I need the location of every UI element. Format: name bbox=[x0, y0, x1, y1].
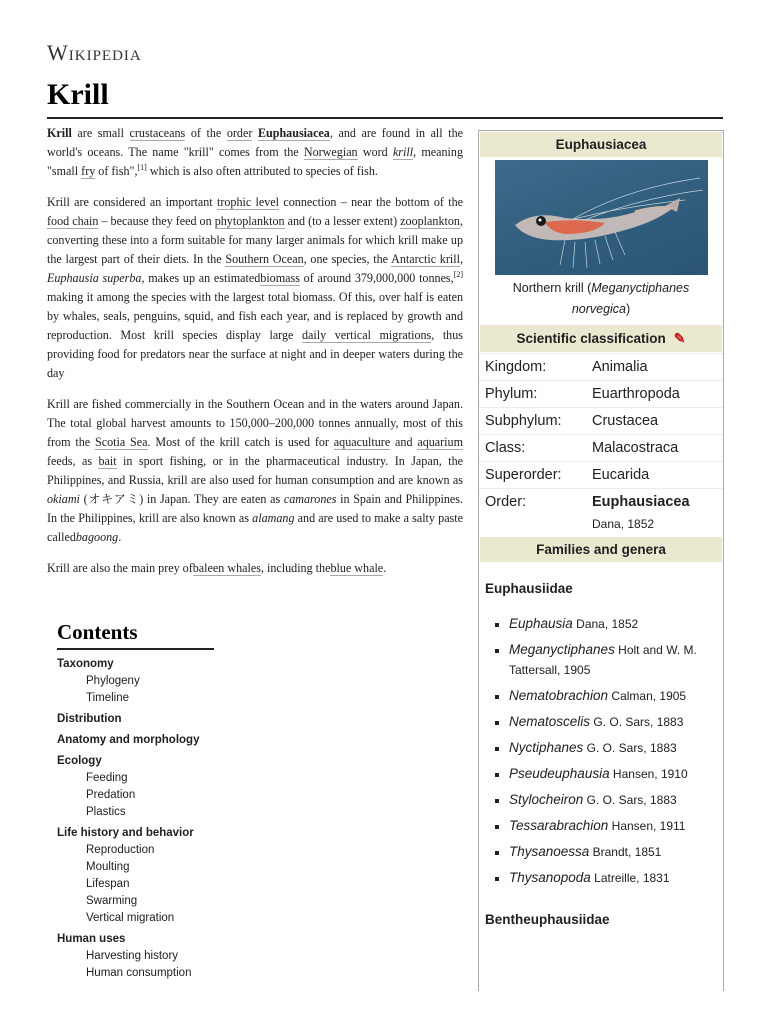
toc-subitem[interactable]: Plastics bbox=[86, 806, 126, 818]
link-zooplankton[interactable]: zooplankton bbox=[400, 214, 460, 228]
row-key: Class: bbox=[485, 440, 526, 456]
paragraph-intro: Krill are small crustaceans of the order Euphausiacea, and are found in all the world's oceans. The name "krill" comes from the Norwegian word krill, meaning "small fry of fish",[1] which is also often attributed to species of fish. bbox=[47, 126, 463, 178]
genus-item bbox=[509, 712, 723, 732]
genus-authority: Calman, 1905 bbox=[608, 689, 687, 703]
toc-list bbox=[57, 656, 257, 982]
link-baleen-whales[interactable]: baleen whales bbox=[192, 561, 261, 575]
genus-authority: G. O. Sars, 1883 bbox=[583, 793, 677, 807]
classification-rows bbox=[479, 353, 723, 488]
classification-row bbox=[479, 380, 723, 407]
link-trophic-level[interactable]: trophic level bbox=[216, 195, 280, 209]
genus-name[interactable]: Meganyctiphanes bbox=[509, 642, 615, 657]
pencil-icon[interactable]: ✎ bbox=[673, 330, 686, 346]
toc-subitem[interactable]: Reproduction bbox=[86, 844, 155, 856]
link-aquaculture[interactable]: aquaculture bbox=[333, 435, 391, 449]
genus-name[interactable]: Nyctiphanes bbox=[509, 740, 584, 755]
toc-item[interactable]: Taxonomy bbox=[57, 658, 114, 670]
title-divider bbox=[47, 117, 723, 119]
link-scotia-sea[interactable]: Scotia Sea bbox=[94, 435, 148, 449]
genera-list bbox=[479, 614, 723, 888]
genus-authority: G. O. Sars, 1883 bbox=[583, 741, 677, 755]
genus-item bbox=[509, 790, 723, 810]
genus-authority: Dana, 1852 bbox=[572, 617, 639, 631]
table-of-contents bbox=[57, 620, 257, 982]
row-key: Order: bbox=[485, 494, 527, 510]
paragraph-fishing: Krill are fished commercially in the Southern Ocean and in the waters around Japan. The total global harvest amounts to 150,000–200,000 tonnes annually, most of this from the Scotia Sea. Most of the krill catch is used for aquaculture and aquarium feeds, as bait in sport fishing, or in the pharmaceutical industry. In Japan, the Philippines, and Russia, krill are also used for human consumption and are known as okiami (オキアミ) in Japan. They are eaten as camarones in Spain and Philippines. In the Philippines, krill are also known as alamang and are used to make a salty paste calledbagoong. bbox=[47, 397, 463, 544]
link-phytoplankton[interactable]: phytoplankton bbox=[214, 214, 285, 228]
scientific-classification-header: Scientific classification ✎ bbox=[480, 325, 722, 352]
row-value[interactable]: Crustacea bbox=[592, 413, 659, 429]
row-key: Phylum: bbox=[485, 386, 538, 402]
article-body bbox=[47, 124, 463, 590]
toc-item[interactable]: Ecology bbox=[57, 755, 102, 767]
genus-item bbox=[509, 614, 723, 634]
toc-item[interactable]: Human uses bbox=[57, 933, 126, 945]
toc-item[interactable]: Anatomy and morphology bbox=[57, 734, 200, 746]
row-value: Euphausiacea bbox=[592, 494, 690, 510]
genus-authority: Brandt, 1851 bbox=[589, 845, 662, 859]
toc-subitem[interactable]: Harvesting history bbox=[86, 950, 179, 962]
paragraph-ecology: Krill are considered an important trophic level connection – near the bottom of the food chain – because they feed on phytoplankton and (to a lesser extent) zooplankton, converting these into a form suitable for many larger animals for which krill make up the largest part of their diets. In the Southern Ocean, one species, the Antarctic krill, Euphausia superba, makes up an estimatedbiomass of around 379,000,000 tonnes,[2] making it among the species with the largest total biomass. Of this, over half is eaten by whales, seals, penguins, squid, and fish each year, and is replaced by growth and reproduction. Most krill species display large daily vertical migrations, thus providing food for predators near the surface at night and in deeper waters during the day bbox=[47, 195, 463, 380]
link-fry[interactable]: fry bbox=[81, 164, 96, 178]
genus-authority: Hansen, 1911 bbox=[608, 819, 686, 833]
genus-authority: Holt and W. M. Tattersall, 1905 bbox=[509, 643, 697, 677]
toc-subitem[interactable]: Swarming bbox=[86, 895, 138, 907]
row-key: Subphylum: bbox=[485, 413, 562, 429]
families-list bbox=[479, 563, 723, 937]
reference-1[interactable]: [1] bbox=[137, 162, 147, 172]
classification-row bbox=[479, 434, 723, 461]
genus-name[interactable]: Tessarabrachion bbox=[509, 818, 609, 833]
bold-term: Krill bbox=[47, 126, 72, 140]
link-aquarium[interactable]: aquarium bbox=[417, 435, 463, 449]
family-name[interactable]: Euphausiidae bbox=[485, 581, 573, 596]
link-southern-ocean[interactable]: Southern Ocean bbox=[225, 252, 304, 266]
family-name[interactable]: Bentheuphausiidae bbox=[485, 912, 610, 927]
link-order[interactable]: order bbox=[226, 126, 253, 140]
genus-item bbox=[509, 764, 723, 784]
genus-item bbox=[509, 842, 723, 862]
page-title: Krill bbox=[47, 78, 109, 111]
paragraph-prey: Krill are also the main prey ofbaleen whales, including theblue whale. bbox=[47, 561, 387, 575]
genus-name[interactable]: Nematoscelis bbox=[509, 714, 591, 729]
link-bait[interactable]: bait bbox=[98, 454, 117, 468]
link-euphausiacea[interactable]: Euphausiacea bbox=[257, 126, 330, 140]
link-food-chain[interactable]: food chain bbox=[47, 214, 99, 228]
toc-subitem[interactable]: Vertical migration bbox=[86, 912, 175, 924]
classification-row-order bbox=[479, 488, 723, 533]
krill-illustration bbox=[495, 160, 708, 275]
genus-authority: Hansen, 1910 bbox=[609, 767, 688, 781]
toc-title: Contents bbox=[57, 620, 214, 650]
reference-2[interactable]: [2] bbox=[453, 269, 463, 279]
row-key: Kingdom: bbox=[485, 359, 547, 375]
link-krill-word[interactable]: krill bbox=[392, 145, 414, 159]
link-biomass[interactable]: biomass bbox=[260, 271, 300, 285]
toc-subitem[interactable]: Predation bbox=[86, 789, 136, 801]
genus-name[interactable]: Euphausia bbox=[509, 616, 573, 631]
taxobox-title: Euphausiacea bbox=[480, 132, 722, 157]
row-value[interactable]: Malacostraca bbox=[592, 440, 679, 456]
genus-authority: G. O. Sars, 1883 bbox=[590, 715, 684, 729]
link-norwegian[interactable]: Norwegian bbox=[303, 145, 358, 159]
toc-item[interactable]: Distribution bbox=[57, 713, 122, 725]
order-authority: Dana, 1852 bbox=[592, 517, 655, 531]
classification-row bbox=[479, 461, 723, 488]
link-blue-whale[interactable]: blue whale bbox=[330, 561, 384, 575]
link-antarctic-krill[interactable]: Antarctic krill bbox=[391, 252, 460, 266]
row-value[interactable]: Eucarida bbox=[592, 467, 650, 483]
toc-subitem[interactable]: Timeline bbox=[86, 692, 130, 704]
toc-item[interactable]: Life history and behavior bbox=[57, 827, 194, 839]
wikipedia-logo[interactable]: Wikipedia bbox=[47, 40, 142, 65]
krill-photo[interactable] bbox=[495, 160, 708, 275]
genus-name[interactable]: Thysanopoda bbox=[509, 870, 591, 885]
taxobox bbox=[478, 130, 724, 991]
row-value[interactable]: Euarthropoda bbox=[592, 386, 680, 402]
genus-name[interactable]: Pseudeuphausia bbox=[509, 766, 610, 781]
genus-item bbox=[509, 868, 723, 888]
toc-subitem[interactable]: Moulting bbox=[86, 861, 130, 873]
genus-authority: Latreille, 1831 bbox=[590, 871, 670, 885]
toc-subitem[interactable]: Lifespan bbox=[86, 878, 130, 890]
genus-name[interactable]: Thysanoessa bbox=[509, 844, 590, 859]
genus-item bbox=[509, 816, 723, 836]
toc-subitem[interactable]: Feeding bbox=[86, 772, 128, 784]
photo-caption: Northern krill (Meganyctiphanes norvegica) bbox=[512, 281, 690, 316]
link-crustaceans[interactable]: crustaceans bbox=[129, 126, 186, 140]
genus-item bbox=[509, 738, 723, 758]
toc-subitem[interactable]: Human consumption bbox=[86, 967, 192, 979]
genus-item bbox=[509, 686, 723, 706]
classification-row bbox=[479, 407, 723, 434]
row-value[interactable]: Animalia bbox=[592, 359, 648, 375]
families-header: Families and genera bbox=[480, 537, 722, 562]
genus-name[interactable]: Stylocheiron bbox=[509, 792, 584, 807]
toc-subitem[interactable]: Phylogeny bbox=[86, 675, 140, 687]
genus-name[interactable]: Nematobrachion bbox=[509, 688, 609, 703]
classification-row bbox=[479, 353, 723, 380]
row-key: Superorder: bbox=[485, 467, 562, 483]
genus-item bbox=[509, 640, 723, 680]
link-daily-vertical-migrations[interactable]: daily vertical migrations bbox=[301, 328, 432, 342]
